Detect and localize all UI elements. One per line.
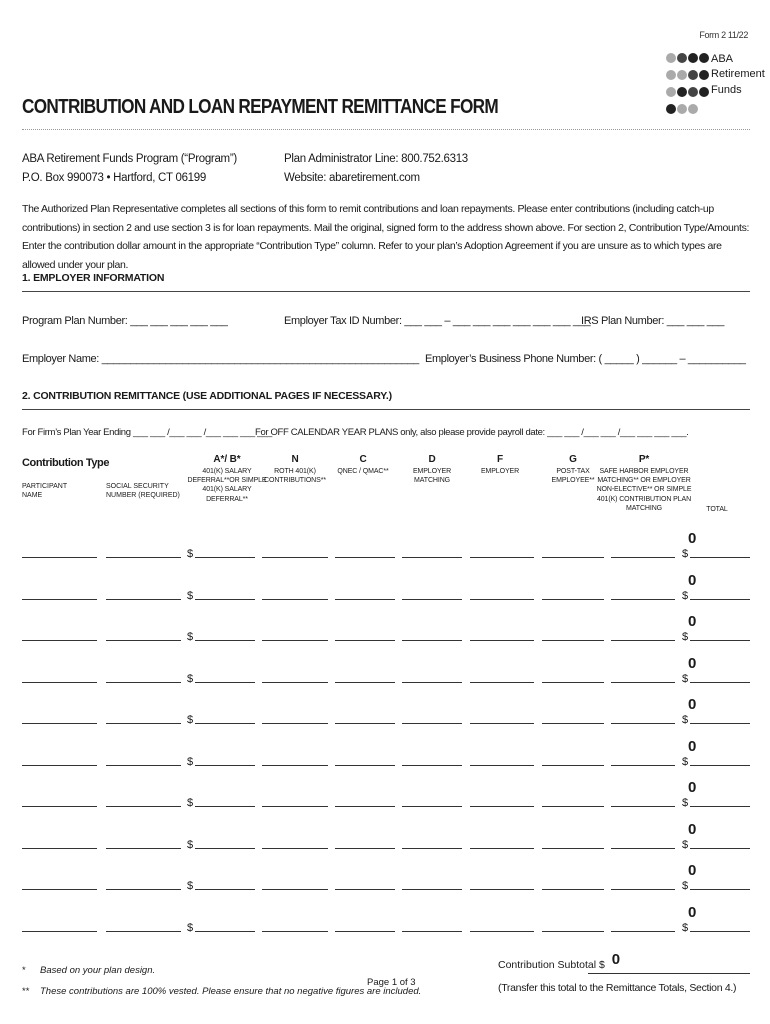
ssn-input[interactable] — [106, 848, 181, 849]
amount-n-input[interactable] — [262, 682, 328, 683]
contribution-row — [0, 862, 770, 892]
dollar-sign: $ — [682, 797, 689, 809]
amount-d-input[interactable] — [402, 682, 462, 683]
website: Website: abaretirement.com — [284, 172, 420, 184]
dollar-sign: $ — [682, 548, 689, 560]
row-total-input[interactable] — [690, 557, 750, 558]
dollar-sign: $ — [187, 921, 194, 934]
amount-a-b-input[interactable] — [195, 599, 255, 600]
dollar-sign: $ — [682, 631, 689, 643]
logo-line-3: Funds — [711, 84, 742, 96]
amount-g-input[interactable] — [542, 682, 604, 683]
amount-p-input[interactable] — [611, 723, 675, 724]
column-d-code: D — [428, 454, 436, 465]
row-total-value: 0 — [688, 779, 697, 796]
contribution-row — [0, 696, 770, 726]
dollar-sign: $ — [187, 838, 194, 851]
amount-n-input[interactable] — [262, 723, 328, 724]
form-title: CONTRIBUTION AND LOAN REPAYMENT REMITTANCE FORM — [22, 96, 499, 118]
column-p-header — [594, 453, 694, 513]
dollar-sign: $ — [187, 631, 194, 643]
column-g-code: G — [569, 454, 577, 465]
ssn-input[interactable] — [106, 640, 181, 641]
column-d-desc: EMPLOYER MATCHING — [412, 468, 452, 485]
amount-a-b-input[interactable] — [195, 931, 255, 932]
payroll-date-field[interactable]: For OFF CALENDAR YEAR PLANS only, also please provide payroll date: ___ ___ /___ ___ /___ ___ ___ ___. — [255, 427, 689, 438]
amount-n-input[interactable] — [262, 640, 328, 641]
amount-c-input[interactable] — [335, 682, 395, 683]
dollar-sign: $ — [187, 797, 194, 809]
employer-tax-id-field[interactable]: Employer Tax ID Number: ___ ___ – ___ ___ ___ ___ ___ ___ ___ — [284, 315, 591, 327]
row-total-input[interactable] — [690, 889, 750, 890]
amount-n-input[interactable] — [262, 931, 328, 932]
dollar-sign: $ — [682, 714, 689, 726]
amount-f-input[interactable] — [470, 765, 534, 766]
amount-c-input[interactable] — [335, 765, 395, 766]
ssn-input[interactable] — [106, 723, 181, 724]
amount-g-input[interactable] — [542, 848, 604, 849]
amount-f-input[interactable] — [470, 931, 534, 932]
participant-name-header: PARTICIPANT NAME — [22, 483, 67, 500]
amount-a-b-input[interactable] — [195, 848, 255, 849]
ssn-input[interactable] — [106, 931, 181, 932]
contribution-row — [0, 903, 770, 934]
logo-line-1: ABA — [711, 53, 734, 65]
dollar-sign: $ — [187, 880, 194, 892]
irs-plan-number-field[interactable]: IRS Plan Number: ___ ___ ___ — [581, 315, 725, 327]
amount-g-input[interactable] — [542, 806, 604, 807]
participant-name-input[interactable] — [22, 599, 97, 600]
amount-p-input[interactable] — [611, 806, 675, 807]
column-f-code: F — [496, 454, 503, 465]
row-total-input[interactable] — [690, 599, 750, 600]
amount-n-input[interactable] — [262, 848, 328, 849]
column-n-desc: ROTH 401(K) CONTRIBUTIONS** — [264, 468, 326, 485]
contribution-row — [0, 613, 770, 643]
instructions-paragraph: The Authorized Plan Representative completes all sections of this form to remit contributions and loan repayments. Please enter contributions (including catch-up contributions) in section 2 and use section 3 is for loan repayments. Mail the original, signed form to the address shown above. For section 2, Contribution Type/Amounts: Enter the contribution dollar amount in the appropriate “Contribution Type” column. Refer to your plan’s Adoption Agreement if you are unsure as to which types are allowed under your plan. — [22, 203, 750, 271]
amount-f-input[interactable] — [470, 848, 534, 849]
dollar-sign: $ — [187, 589, 194, 602]
amount-c-input[interactable] — [335, 889, 395, 890]
amount-a-b-input[interactable] — [195, 765, 255, 766]
amount-a-b-input[interactable] — [195, 557, 255, 558]
amount-g-input[interactable] — [542, 640, 604, 641]
footnote-1-mark: * — [22, 965, 26, 976]
column-c-header — [335, 453, 391, 476]
amount-g-input[interactable] — [542, 889, 604, 890]
amount-d-input[interactable] — [402, 599, 462, 600]
column-g-desc: POST-TAX EMPLOYEE** — [551, 468, 595, 485]
section-1-rule — [22, 291, 750, 292]
amount-d-input[interactable] — [402, 889, 462, 890]
column-n-code: N — [291, 454, 299, 465]
total-header: TOTAL — [706, 506, 728, 513]
amount-n-input[interactable] — [262, 806, 328, 807]
contribution-row — [0, 820, 770, 851]
ssn-input[interactable] — [106, 599, 181, 600]
amount-c-input[interactable] — [335, 931, 395, 932]
amount-c-input[interactable] — [335, 599, 395, 600]
participant-name-input[interactable] — [22, 889, 97, 890]
participant-name-input[interactable] — [22, 557, 97, 558]
dollar-sign: $ — [682, 880, 689, 892]
amount-d-input[interactable] — [402, 931, 462, 932]
dollar-sign: $ — [682, 672, 689, 685]
contribution-row — [0, 779, 770, 809]
amount-f-input[interactable] — [470, 806, 534, 807]
section-1-title: 1. EMPLOYER INFORMATION — [22, 272, 165, 284]
amount-p-input[interactable] — [611, 682, 675, 683]
title-divider — [22, 129, 750, 130]
row-total-value: 0 — [688, 696, 697, 713]
logo-line-2: Retirement — [711, 68, 765, 80]
ssn-input[interactable] — [106, 889, 181, 890]
row-total-input[interactable] — [690, 765, 750, 766]
amount-f-input[interactable] — [470, 723, 534, 724]
amount-c-input[interactable] — [335, 806, 395, 807]
amount-n-input[interactable] — [262, 557, 328, 558]
amount-a-b-input[interactable] — [195, 889, 255, 890]
amount-g-input[interactable] — [542, 599, 604, 600]
row-total-value: 0 — [688, 903, 697, 921]
amount-d-input[interactable] — [402, 723, 462, 724]
contribution-row — [0, 654, 770, 685]
amount-d-input[interactable] — [402, 848, 462, 849]
row-total-value: 0 — [688, 737, 697, 755]
amount-n-input[interactable] — [262, 889, 328, 890]
ssn-input[interactable] — [106, 765, 181, 766]
participant-name-input[interactable] — [22, 765, 97, 766]
mailing-address: P.O. Box 990073 • Hartford, CT 06199 — [22, 172, 206, 184]
amount-p-input[interactable] — [611, 599, 675, 600]
form-number: Form 2 11/22 — [699, 30, 748, 40]
row-total-value: 0 — [688, 530, 697, 547]
row-total-value: 0 — [688, 820, 697, 838]
column-p-code: P* — [638, 454, 650, 465]
amount-p-input[interactable] — [611, 640, 675, 641]
amount-a-b-input[interactable] — [195, 640, 255, 641]
dollar-sign: $ — [187, 755, 194, 768]
amount-g-input[interactable] — [542, 765, 604, 766]
column-f-header — [470, 453, 530, 476]
amount-g-input[interactable] — [542, 557, 604, 558]
column-c-desc: QNEC / QMAC** — [337, 468, 389, 475]
contribution-subtotal — [498, 951, 621, 972]
row-total-input[interactable] — [690, 806, 750, 807]
participant-name-input[interactable] — [22, 682, 97, 683]
amount-f-input[interactable] — [470, 889, 534, 890]
row-total-input[interactable] — [690, 682, 750, 683]
row-total-input[interactable] — [690, 640, 750, 641]
amount-f-input[interactable] — [470, 682, 534, 683]
aba-logo — [666, 53, 765, 123]
ssn-input[interactable] — [106, 682, 181, 683]
employer-name-field[interactable]: Employer Name: _______________________________________________________ — [22, 353, 419, 365]
contribution-row — [0, 737, 770, 768]
column-n-header — [262, 453, 328, 485]
amount-g-input[interactable] — [542, 931, 604, 932]
business-phone-field[interactable]: Employer’s Business Phone Number: ( _____ ) ______ – __________ — [425, 353, 746, 365]
participant-name-input[interactable] — [22, 723, 97, 724]
row-total-value: 0 — [688, 862, 697, 879]
amount-d-input[interactable] — [402, 557, 462, 558]
footnotes — [22, 960, 421, 1002]
page-number: Page 1 of 3 — [367, 977, 416, 988]
participant-name-input[interactable] — [22, 640, 97, 641]
section-2-title: 2. CONTRIBUTION REMITTANCE (USE ADDITIONAL PAGES IF NECESSARY.) — [22, 390, 392, 402]
amount-p-input[interactable] — [611, 931, 675, 932]
row-total-value: 0 — [688, 654, 697, 672]
program-plan-number-field[interactable]: Program Plan Number: ___ ___ ___ ___ ___ — [22, 315, 228, 327]
footnote-2: These contributions are 100% vested. Please ensure that no negative figures are included. — [40, 986, 422, 997]
column-a-b-desc: 401(K) SALARY DEFERRAL**OR SIMPLE 401(K) SALARY DEFERRAL** — [187, 468, 267, 503]
dollar-sign: $ — [187, 548, 194, 560]
dollar-sign: $ — [187, 672, 194, 685]
ssn-header: SOCIAL SECURITY NUMBER (REQUIRED) — [106, 483, 180, 500]
row-total-input[interactable] — [690, 931, 750, 932]
amount-c-input[interactable] — [335, 723, 395, 724]
subtotal-line — [588, 973, 750, 974]
contribution-type-label: Contribution Type — [22, 457, 110, 469]
dollar-sign: $ — [682, 755, 689, 768]
column-a-b-code: A*/ B* — [213, 454, 241, 465]
row-total-value: 0 — [688, 571, 697, 589]
dollar-sign: $ — [682, 921, 689, 934]
amount-f-input[interactable] — [470, 557, 534, 558]
column-f-desc: EMPLOYER — [480, 468, 520, 475]
administrator-line: Plan Administrator Line: 800.752.6313 — [284, 153, 468, 165]
ssn-input[interactable] — [106, 557, 181, 558]
footnote-1: Based on your plan design. — [40, 965, 156, 976]
amount-f-input[interactable] — [470, 599, 534, 600]
column-c-code: C — [359, 454, 367, 465]
contribution-row — [0, 530, 770, 560]
amount-d-input[interactable] — [402, 806, 462, 807]
amount-a-b-input[interactable] — [195, 682, 255, 683]
subtotal-note: (Transfer this total to the Remittance Totals, Section 4.) — [498, 982, 737, 994]
row-total-input[interactable] — [690, 848, 750, 849]
dollar-sign: $ — [682, 838, 689, 851]
amount-p-input[interactable] — [611, 557, 675, 558]
column-a-b-header — [187, 453, 267, 504]
amount-d-input[interactable] — [402, 640, 462, 641]
ssn-input[interactable] — [106, 806, 181, 807]
column-d-header — [402, 453, 462, 485]
footnote-2-mark: ** — [22, 986, 30, 997]
contribution-row — [0, 571, 770, 602]
row-total-input[interactable] — [690, 723, 750, 724]
amount-p-input[interactable] — [611, 848, 675, 849]
row-total-value: 0 — [688, 613, 697, 630]
program-name: ABA Retirement Funds Program (“Program”) — [22, 153, 237, 165]
dollar-sign: $ — [682, 589, 689, 602]
amount-g-input[interactable] — [542, 723, 604, 724]
amount-a-b-input[interactable] — [195, 806, 255, 807]
amount-p-input[interactable] — [611, 889, 675, 890]
column-p-desc: SAFE HARBOR EMPLOYER MATCHING** OR EMPLOYER NON-ELECTIVE** OR SIMPLE 401(K) CONTRIBUTION PLAN MATCHING — [596, 468, 692, 512]
participant-name-input[interactable] — [22, 806, 97, 807]
amount-c-input[interactable] — [335, 640, 395, 641]
subtotal-value[interactable]: 0 — [611, 951, 621, 968]
amount-c-input[interactable] — [335, 557, 395, 558]
participant-name-input[interactable] — [22, 931, 97, 932]
amount-p-input[interactable] — [611, 765, 675, 766]
amount-n-input[interactable] — [262, 765, 328, 766]
dollar-sign: $ — [187, 714, 194, 726]
participant-name-input[interactable] — [22, 848, 97, 849]
subtotal-label: Contribution Subtotal $ — [498, 959, 605, 971]
amount-f-input[interactable] — [470, 640, 534, 641]
amount-d-input[interactable] — [402, 765, 462, 766]
section-2-rule — [22, 409, 750, 410]
amount-c-input[interactable] — [335, 848, 395, 849]
amount-n-input[interactable] — [262, 599, 328, 600]
amount-a-b-input[interactable] — [195, 723, 255, 724]
plan-year-ending-field[interactable]: For Firm’s Plan Year Ending ___ ___ /___ ___ /___ ___ ___ ___ — [22, 427, 272, 438]
